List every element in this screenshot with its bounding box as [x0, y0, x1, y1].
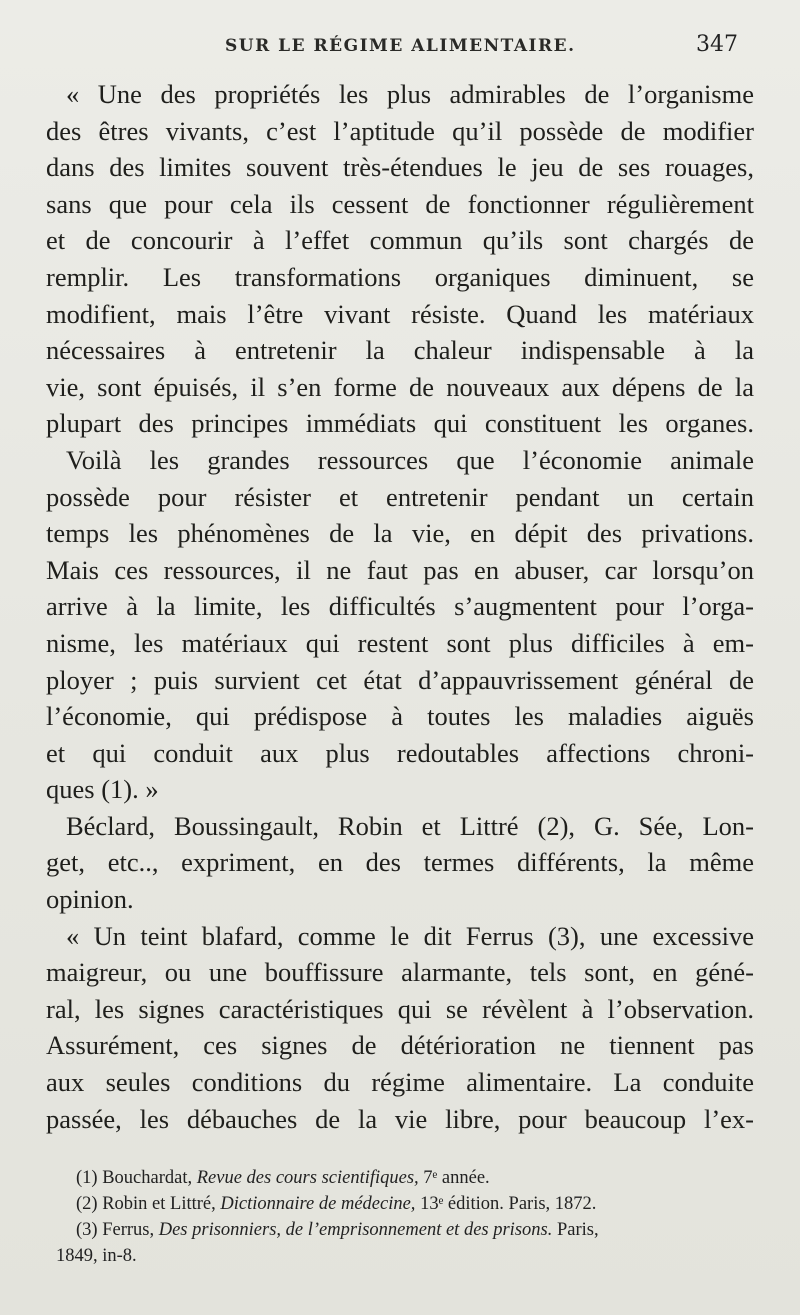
- text-line: get, etc.., expriment, en des termes différents, la même: [46, 847, 754, 878]
- footnote-marker: (2): [76, 1194, 98, 1214]
- body-text: [46, 76, 754, 1137]
- text-line: « Une des propriétés les plus admirables de l’organisme: [66, 79, 754, 109]
- text-line: passée, les débauches de la vie libre, pour beaucoup l’ex-: [46, 1103, 754, 1134]
- paragraph: [46, 76, 754, 442]
- text-line: sans que pour cela ils cessent de fonctionner régulièrement: [46, 188, 754, 219]
- text-line: nécessaires à entretenir la chaleur indispensable à la: [46, 335, 754, 366]
- text-line: arrive à la limite, les difficultés s’augmentent pour l’orga-: [46, 591, 754, 622]
- text-line: ral, les signes caractéristiques qui se révèlent à l’observation.: [46, 993, 754, 1024]
- footnote: [56, 1217, 762, 1243]
- page-number: 347: [696, 32, 738, 57]
- text-line: possède pour résister et entretenir pendant un certain: [46, 481, 754, 512]
- text-line: ployer ; puis survient cet état d’appauvrissement général de: [46, 664, 754, 695]
- footnote-marker: (1): [76, 1168, 98, 1188]
- footnote-continuation: 1849, in-8.: [56, 1246, 137, 1266]
- text-line: plupart des principes immédiats qui constituent les organes.: [46, 408, 754, 439]
- text-line: et de concourir à l’effet commun qu’ils sont chargés de: [46, 225, 754, 256]
- footnote-author: Bouchardat,: [102, 1168, 193, 1188]
- text-line: « Un teint blafard, comme le dit Ferrus (3), une excessive: [66, 920, 754, 951]
- running-title: SUR LE RÉGIME ALIMENTAIRE.: [225, 36, 576, 56]
- text-line: des êtres vivants, c’est l’aptitude qu’il possède de modifier: [46, 115, 754, 146]
- paragraph: [46, 918, 754, 1138]
- footnote-title: Des prisonniers, de l’emprisonnement et des prisons.: [158, 1220, 553, 1240]
- text-line: ques (1). »: [46, 774, 159, 805]
- text-line: aux seules conditions du régime alimentaire. La conduite: [46, 1067, 754, 1098]
- footnote: [56, 1165, 762, 1191]
- text-line: remplir. Les transformations organiques diminuent, se: [46, 261, 754, 292]
- footnote-title: Revue des cours scientifiques,: [196, 1168, 419, 1188]
- footnote-details: 7ᵉ année.: [423, 1168, 490, 1188]
- footnote-author: Ferrus,: [102, 1220, 155, 1240]
- footnotes: [56, 1165, 762, 1269]
- paragraph: [46, 808, 754, 918]
- text-line: l’économie, qui prédispose à toutes les maladies aiguës: [46, 701, 754, 732]
- footnote: [56, 1191, 762, 1217]
- text-line: Béclard, Boussingault, Robin et Littré (2), G. Sée, Lon-: [66, 810, 754, 841]
- text-line: et qui conduit aux plus redoutables affections chroni-: [46, 737, 754, 768]
- text-line: maigreur, ou une bouffissure alarmante, tels sont, en géné-: [46, 957, 754, 988]
- footnote-title: Dictionnaire de médecine,: [220, 1194, 416, 1214]
- text-line: nisme, les matériaux qui restent sont plus difficiles à em-: [46, 627, 754, 658]
- text-line: dans des limites souvent très-étendues le jeu de ses rouages,: [46, 152, 754, 183]
- text-line: vie, sont épuisés, il s’en forme de nouveaux aux dépens de la: [46, 371, 754, 402]
- text-line: temps les phénomènes de la vie, en dépit des privations.: [46, 518, 754, 549]
- footnote-details: 13ᵉ édition. Paris, 1872.: [420, 1194, 597, 1214]
- paragraph: [46, 442, 754, 808]
- text-line: Voilà les grandes ressources que l’économie animale: [66, 444, 754, 475]
- text-line: modifient, mais l’être vivant résiste. Quand les matériaux: [46, 298, 754, 329]
- footnote-author: Robin et Littré,: [102, 1194, 216, 1214]
- footnote-marker: (3): [76, 1220, 98, 1240]
- footnote-details: Paris,: [556, 1220, 599, 1240]
- text-line: Assurément, ces signes de détérioration ne tiennent pas: [46, 1030, 754, 1061]
- text-line: Mais ces ressources, il ne faut pas en abuser, car lorsqu’on: [46, 554, 754, 585]
- text-line: opinion.: [46, 884, 134, 915]
